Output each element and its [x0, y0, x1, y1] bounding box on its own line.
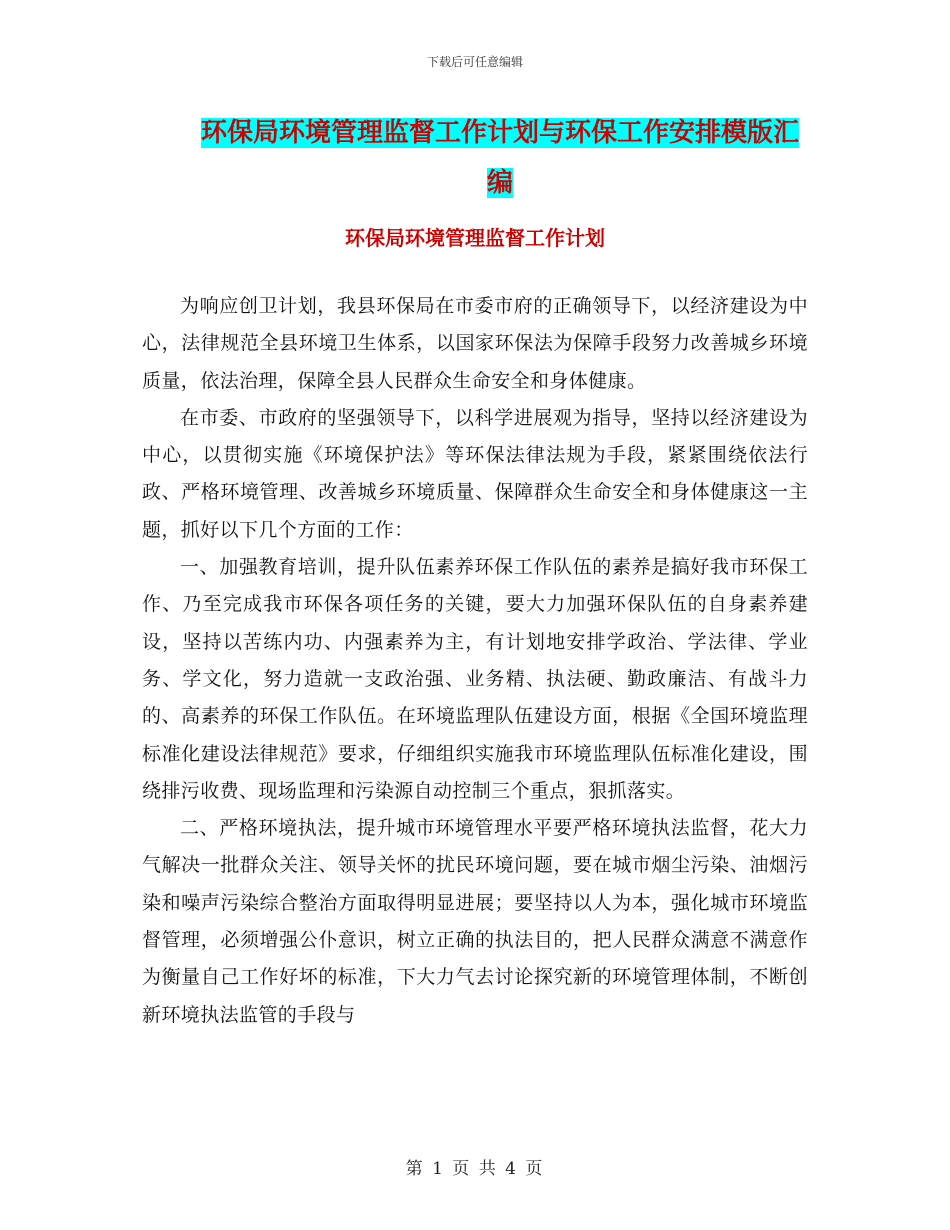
paragraph: 一、加强教育培训，提升队伍素养环保工作队伍的素养是搞好我市环保工作、乃至完成我市环保各项任务的关键，要大力加强环保队伍的自身素养建设，坚持以苦练内功、内强素养为主，有计划地安排学政治、学法律、学业务、学文化，努力造就一支政治强、业务精、执法硬、勤政廉洁、有战斗力的、高素养的环保工作队伍。在环境监理队伍建设方面，根据《全国环境监理标准化建设法律规范》要求，仔细组织实施我市环境监理队伍标准化建设，围绕排污收费、现场监理和污染源自动控制三个重点，狠抓落实。 — [142, 556, 808, 802]
paragraph: 为响应创卫计划，我县环保局在市委市府的正确领导下，以经济建设为中心，法律规范全县环境卫生体系，以国家环保法为保障手段努力改善城乡环境质量，依法治理，保障全县人民群众生命安全和身体健康。 — [142, 295, 808, 392]
section-title: 环保局环境管理监督工作计划 — [345, 226, 605, 250]
page-header-note: 下载后可任意编辑 — [426, 55, 523, 69]
page-number-footer: 第 1 页 共 4 页 — [405, 1159, 545, 1179]
paragraph: 二、严格环境执法，提升城市环境管理水平要严格环境执法监督，花大力气解决一批群众关注、领导关怀的扰民环境问题，要在城市烟尘污染、油烟污染和噪声污染综合整治方面取得明显进展；要坚持以人为本，强化城市环境监督管理，必须增强公仆意识，树立正确的执法目的，把人民群众满意不满意作为衡量自己工作好坏的标准，下大力气去讨论探究新的环境管理体制，不断创新环境执法监管的手段与 — [142, 817, 808, 1026]
document-title — [190, 108, 810, 208]
document-body — [142, 288, 808, 1034]
document-title-text: 环保局环境管理监督工作计划与环保工作安排模版汇编 — [200, 118, 799, 198]
paragraph: 在市委、市政府的坚强领导下，以科学进展观为指导，坚持以经济建设为中心，以贯彻实施《环境保护法》等环保法律法规为手段，紧紧围绕依法行政、严格环境管理、改善城乡环境质量、保障群众生命安全和身体健康这一主题，抓好以下几个方面的工作： — [142, 406, 808, 541]
